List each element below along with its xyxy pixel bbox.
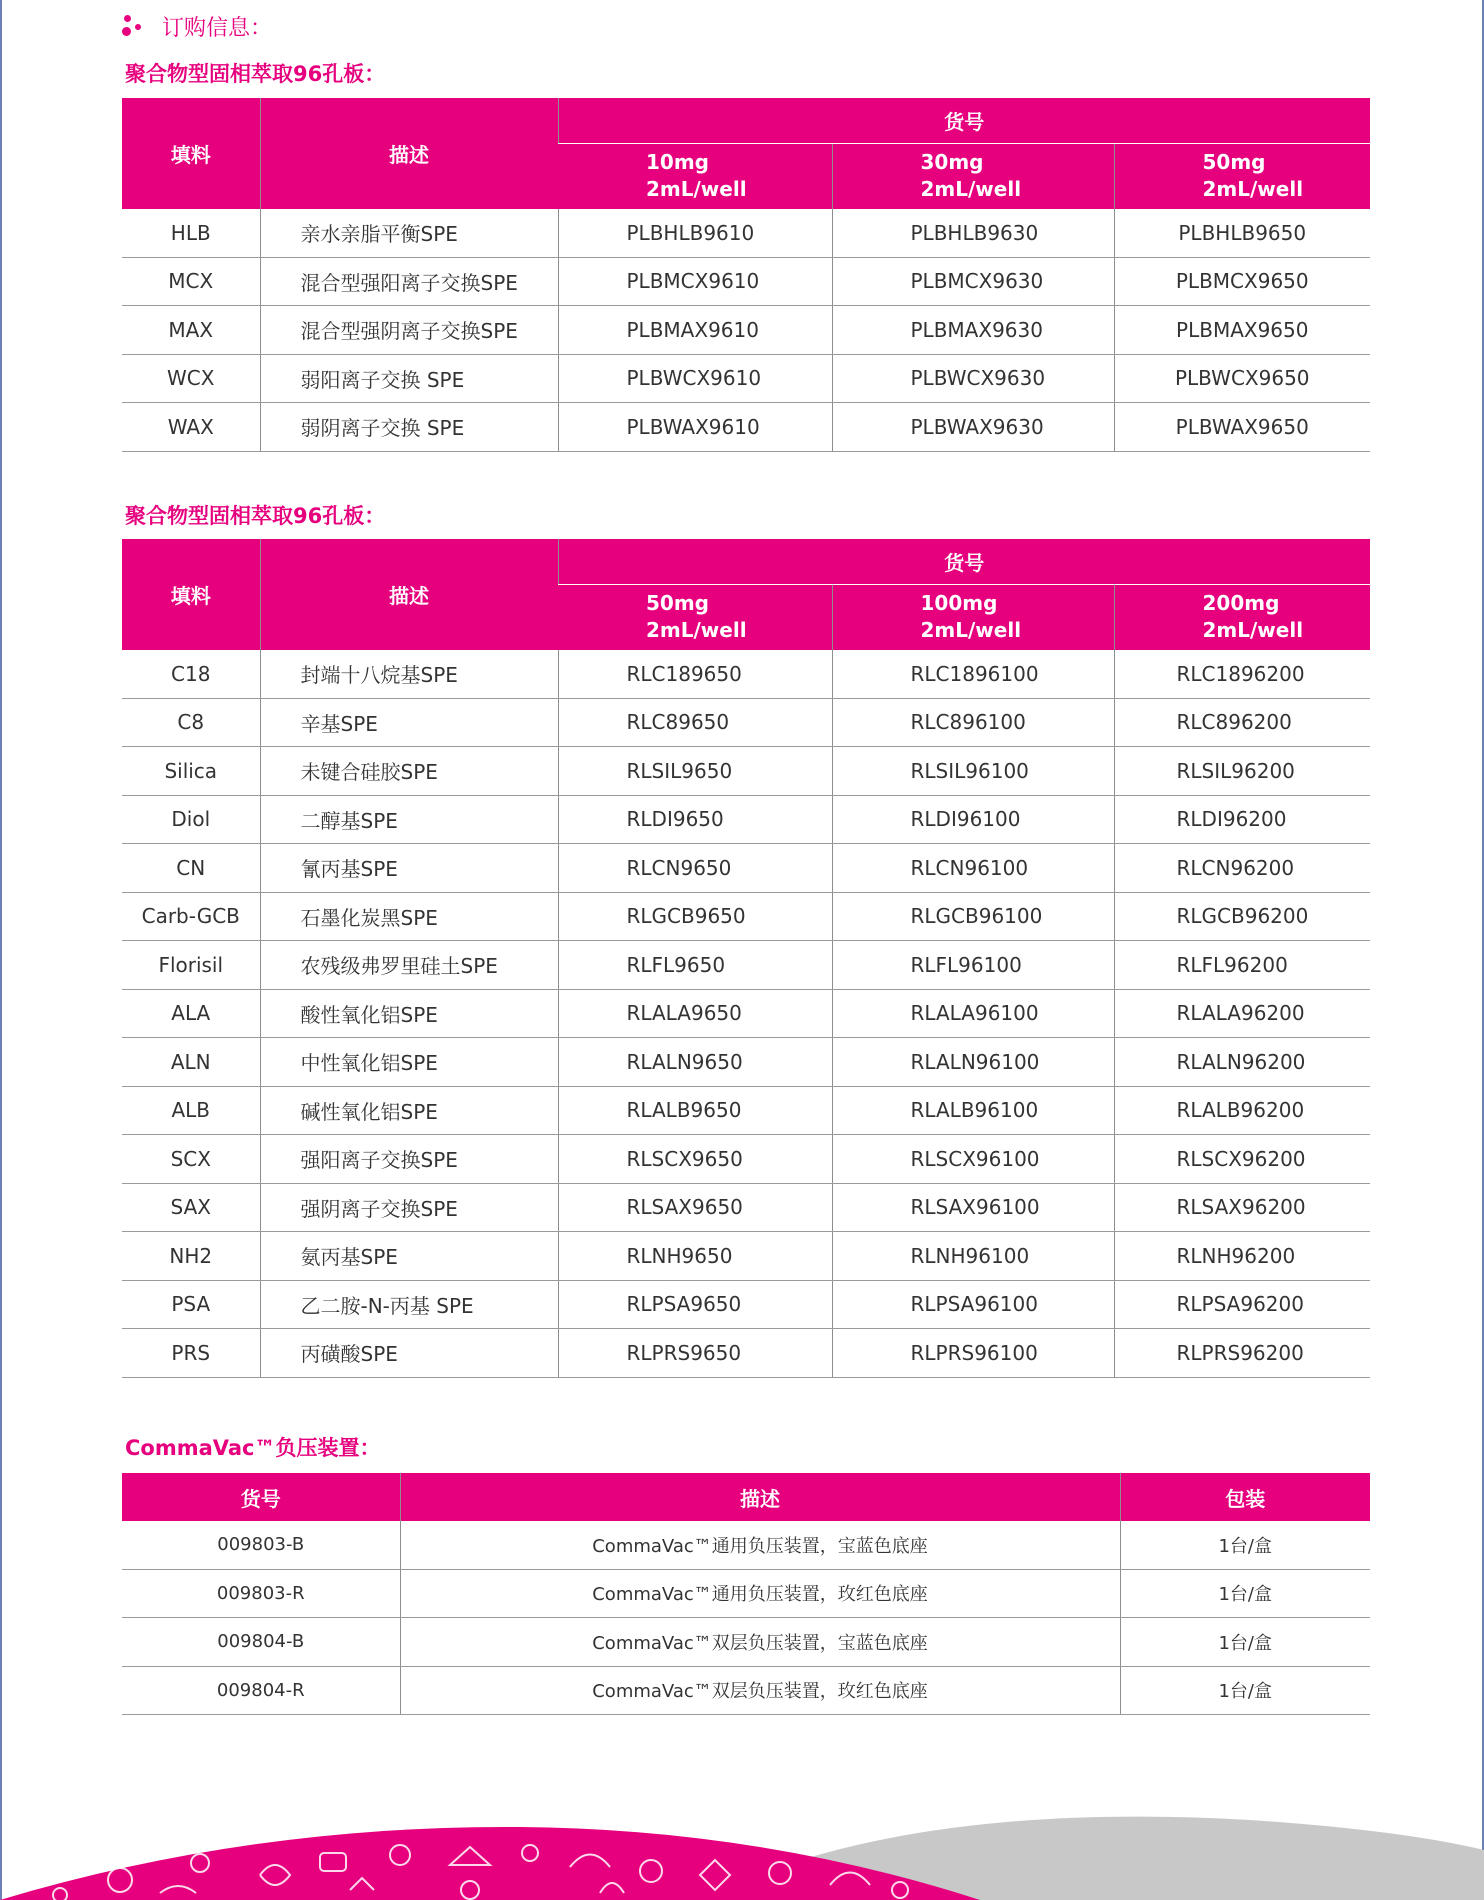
package-cell: 1台/盒: [1120, 1569, 1370, 1618]
catalog-code-cell: RLALN9650: [558, 1038, 832, 1087]
catalog-cell: 009803-B: [122, 1521, 400, 1569]
catalog-code-cell: RLCN96100: [832, 844, 1114, 893]
table-row: [122, 941, 1370, 990]
description-cell: 封端十八烷基SPE: [260, 650, 558, 698]
description-cell: 酸性氧化铝SPE: [260, 989, 558, 1038]
description-cell: 辛基SPE: [260, 698, 558, 747]
header-pack: 包装: [1120, 1473, 1370, 1521]
header-fill: 填料: [122, 98, 260, 209]
catalog-code-cell: RLCN9650: [558, 844, 832, 893]
table-row: [122, 257, 1370, 306]
catalog-code-cell: RLC189650: [558, 650, 832, 698]
table-row: [122, 1329, 1370, 1378]
description-cell: 未键合硅胶SPE: [260, 747, 558, 796]
header-desc: 描述: [400, 1473, 1120, 1521]
fill-cell: Diol: [122, 795, 260, 844]
catalog-code-cell: RLSAX96200: [1114, 1183, 1370, 1232]
catalog-code-cell: RLALB9650: [558, 1086, 832, 1135]
fill-cell: ALB: [122, 1086, 260, 1135]
catalog-code-cell: RLPRS96100: [832, 1329, 1114, 1378]
fill-cell: WCX: [122, 354, 260, 403]
table-row: [122, 1183, 1370, 1232]
table-row: [122, 844, 1370, 893]
fill-cell: C8: [122, 698, 260, 747]
catalog-code-cell: RLSCX9650: [558, 1135, 832, 1184]
page-title: 订购信息：: [162, 15, 273, 41]
description-cell: CommaVac™双层负压装置，玫红色底座: [400, 1666, 1120, 1715]
catalog-code-cell: PLBMCX9610: [558, 257, 832, 306]
table-row: [122, 403, 1370, 452]
catalog-code-cell: RLGCB9650: [558, 892, 832, 941]
capacity-header: 30mg 2mL/well: [832, 143, 1114, 209]
catalog-code-cell: RLC896100: [832, 698, 1114, 747]
catalog-code-cell: RLALN96200: [1114, 1038, 1370, 1087]
catalog-code-cell: RLPSA96200: [1114, 1280, 1370, 1329]
description-cell: 乙二胺-N-丙基 SPE: [260, 1280, 558, 1329]
catalog-code-cell: RLSIL9650: [558, 747, 832, 796]
catalog-code-cell: RLCN96200: [1114, 844, 1370, 893]
catalog-code-cell: RLALA96200: [1114, 989, 1370, 1038]
section3-table: [122, 1473, 1370, 1715]
table-row: [122, 306, 1370, 355]
fill-cell: Silica: [122, 747, 260, 796]
catalog-code-cell: PLBHLB9610: [558, 209, 832, 257]
table-row: [122, 795, 1370, 844]
fill-cell: SCX: [122, 1135, 260, 1184]
header-desc: 描述: [260, 98, 558, 209]
table-row: [122, 1232, 1370, 1281]
table-row: [122, 1521, 1370, 1569]
table-row: [122, 209, 1370, 257]
catalog-code-cell: RLPSA96100: [832, 1280, 1114, 1329]
page-header: [122, 10, 272, 42]
description-cell: 强阴离子交换SPE: [260, 1183, 558, 1232]
catalog-code-cell: PLBMCX9630: [832, 257, 1114, 306]
catalog-cell: 009804-R: [122, 1666, 400, 1715]
catalog-code-cell: RLALB96200: [1114, 1086, 1370, 1135]
description-cell: 碱性氧化铝SPE: [260, 1086, 558, 1135]
capacity-header: 10mg 2mL/well: [558, 143, 832, 209]
section1-title: 聚合物型固相萃取96孔板：: [125, 62, 386, 86]
header-desc: 描述: [260, 539, 558, 650]
section1-table: [122, 98, 1370, 452]
description-cell: 弱阳离子交换 SPE: [260, 354, 558, 403]
catalog-code-cell: RLSAX9650: [558, 1183, 832, 1232]
capacity-header: 50mg 2mL/well: [1114, 143, 1370, 209]
fill-cell: CN: [122, 844, 260, 893]
fill-cell: Carb-GCB: [122, 892, 260, 941]
header-fill: 填料: [122, 539, 260, 650]
catalog-code-cell: RLFL96100: [832, 941, 1114, 990]
catalog-code-cell: PLBWCX9650: [1114, 354, 1370, 403]
catalog-code-cell: PLBWCX9630: [832, 354, 1114, 403]
catalog-code-cell: PLBMAX9630: [832, 306, 1114, 355]
catalog-code-cell: RLSIL96200: [1114, 747, 1370, 796]
description-cell: CommaVac™通用负压装置，宝蓝色底座: [400, 1521, 1120, 1569]
catalog-code-cell: RLGCB96100: [832, 892, 1114, 941]
fill-cell: PSA: [122, 1280, 260, 1329]
catalog-code-cell: RLNH96100: [832, 1232, 1114, 1281]
header-catalog: 货号: [558, 98, 1370, 143]
table-row: [122, 1280, 1370, 1329]
catalog-code-cell: RLSIL96100: [832, 747, 1114, 796]
catalog-code-cell: PLBWAX9610: [558, 403, 832, 452]
fill-cell: C18: [122, 650, 260, 698]
fill-cell: ALA: [122, 989, 260, 1038]
catalog-code-cell: RLDI96200: [1114, 795, 1370, 844]
capacity-header: 50mg 2mL/well: [558, 584, 832, 650]
description-cell: 中性氧化铝SPE: [260, 1038, 558, 1087]
catalog-code-cell: PLBWAX9630: [832, 403, 1114, 452]
catalog-code-cell: RLC89650: [558, 698, 832, 747]
catalog-code-cell: RLC896200: [1114, 698, 1370, 747]
package-cell: 1台/盒: [1120, 1521, 1370, 1569]
capacity-header: 200mg 2mL/well: [1114, 584, 1370, 650]
fill-cell: MCX: [122, 257, 260, 306]
package-cell: 1台/盒: [1120, 1618, 1370, 1667]
capacity-header: 100mg 2mL/well: [832, 584, 1114, 650]
description-cell: 石墨化炭黑SPE: [260, 892, 558, 941]
table-row: [122, 698, 1370, 747]
description-cell: 二醇基SPE: [260, 795, 558, 844]
table-row: [122, 354, 1370, 403]
description-cell: 混合型强阳离子交换SPE: [260, 257, 558, 306]
fill-cell: MAX: [122, 306, 260, 355]
catalog-code-cell: PLBHLB9630: [832, 209, 1114, 257]
catalog-code-cell: RLC1896200: [1114, 650, 1370, 698]
section3-title: CommaVac™负压装置：: [125, 1436, 381, 1460]
catalog-code-cell: RLPRS96200: [1114, 1329, 1370, 1378]
catalog-code-cell: RLSCX96100: [832, 1135, 1114, 1184]
description-cell: 强阳离子交换SPE: [260, 1135, 558, 1184]
catalog-code-cell: PLBWCX9610: [558, 354, 832, 403]
header-catalog: 货号: [558, 539, 1370, 584]
catalog-code-cell: RLNH96200: [1114, 1232, 1370, 1281]
description-cell: 农残级弗罗里硅土SPE: [260, 941, 558, 990]
catalog-code-cell: RLALB96100: [832, 1086, 1114, 1135]
catalog-code-cell: PLBHLB9650: [1114, 209, 1370, 257]
description-cell: 亲水亲脂平衡SPE: [260, 209, 558, 257]
catalog-cell: 009804-B: [122, 1618, 400, 1667]
catalog-code-cell: RLDI9650: [558, 795, 832, 844]
catalog-code-cell: RLPSA9650: [558, 1280, 832, 1329]
table-row: [122, 747, 1370, 796]
table-row: [122, 650, 1370, 698]
fill-cell: NH2: [122, 1232, 260, 1281]
table-row: [122, 1666, 1370, 1715]
catalog-code-cell: RLPRS9650: [558, 1329, 832, 1378]
table-row: [122, 1038, 1370, 1087]
catalog-code-cell: RLGCB96200: [1114, 892, 1370, 941]
fill-cell: PRS: [122, 1329, 260, 1378]
catalog-code-cell: RLDI96100: [832, 795, 1114, 844]
package-cell: 1台/盒: [1120, 1666, 1370, 1715]
section2-table: [122, 539, 1370, 1378]
description-cell: 混合型强阴离子交换SPE: [260, 306, 558, 355]
dots-icon: [122, 13, 144, 39]
catalog-code-cell: RLC1896100: [832, 650, 1114, 698]
description-cell: 氨丙基SPE: [260, 1232, 558, 1281]
catalog-code-cell: PLBMAX9650: [1114, 306, 1370, 355]
description-cell: 丙磺酸SPE: [260, 1329, 558, 1378]
fill-cell: HLB: [122, 209, 260, 257]
catalog-code-cell: PLBMCX9650: [1114, 257, 1370, 306]
table-row: [122, 1569, 1370, 1618]
fill-cell: SAX: [122, 1183, 260, 1232]
catalog-code-cell: RLALA9650: [558, 989, 832, 1038]
header-catalog: 货号: [122, 1473, 400, 1521]
catalog-code-cell: PLBWAX9650: [1114, 403, 1370, 452]
catalog-code-cell: RLFL96200: [1114, 941, 1370, 990]
catalog-code-cell: RLSCX96200: [1114, 1135, 1370, 1184]
catalog-cell: 009803-R: [122, 1569, 400, 1618]
table-row: [122, 1618, 1370, 1667]
description-cell: CommaVac™通用负压装置，玫红色底座: [400, 1569, 1120, 1618]
catalog-code-cell: RLALA96100: [832, 989, 1114, 1038]
description-cell: 弱阴离子交换 SPE: [260, 403, 558, 452]
description-cell: 氰丙基SPE: [260, 844, 558, 893]
catalog-code-cell: RLFL9650: [558, 941, 832, 990]
description-cell: CommaVac™双层负压装置，宝蓝色底座: [400, 1618, 1120, 1667]
fill-cell: WAX: [122, 403, 260, 452]
table-row: [122, 892, 1370, 941]
decorative-pattern-banner: [0, 1805, 1484, 1900]
fill-cell: Florisil: [122, 941, 260, 990]
table-row: [122, 1135, 1370, 1184]
catalog-code-cell: PLBMAX9610: [558, 306, 832, 355]
table-row: [122, 989, 1370, 1038]
catalog-code-cell: RLNH9650: [558, 1232, 832, 1281]
section2-title: 聚合物型固相萃取96孔板：: [125, 504, 386, 528]
catalog-code-cell: RLALN96100: [832, 1038, 1114, 1087]
table-row: [122, 1086, 1370, 1135]
catalog-code-cell: RLSAX96100: [832, 1183, 1114, 1232]
fill-cell: ALN: [122, 1038, 260, 1087]
